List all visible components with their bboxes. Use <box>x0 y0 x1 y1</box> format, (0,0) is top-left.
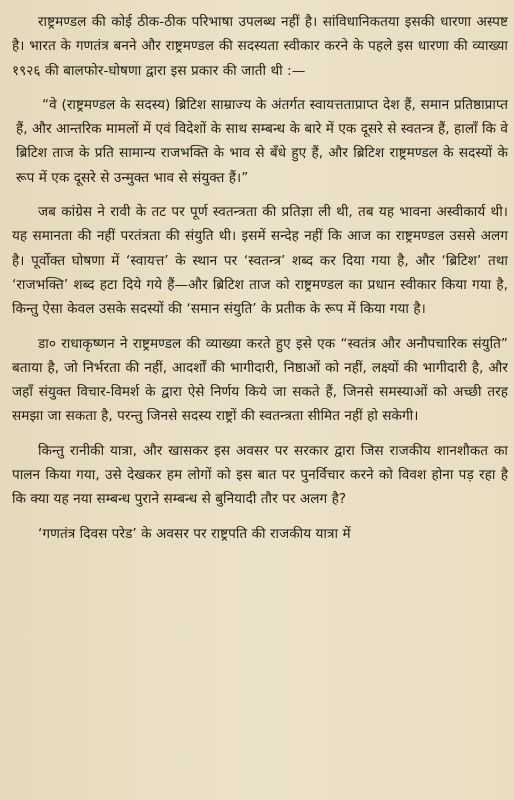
paragraph-congress-ravi: जब कांग्रेस ने रावी के तट पर पूर्ण स्वतन्त्रता की प्रतिज्ञा ली थी, तब यह भावना अस्वीकार्य थी। यह समानता की नहीं परतंत्रता की संयुति थी। इसमें सन्देह नहीं कि आज का राष्ट्रमण्डल उससे अलग है। पूर्वोक्त घोषणा में ‘स्वायत्त’ के स्थान पर ‘स्वतन्त्र’ शब्द कर दिया गया है, और ‘ब्रिटिश’ तथा ‘राजभक्ति’ शब्द हटा दिये गये हैं—और ब्रिटिश ताज को राष्ट्रमण्डल का प्रधान स्वीकार किया गया है, किन्तु ऐसा केवल उसके सदस्यों की ‘समान संयुति’ के प्रतीक के रूप में किया गया है। <box>12 204 508 318</box>
paragraph-commonwealth-definition: राष्ट्रमण्डल की कोई ठीक-ठीक परिभाषा उपलब्ध नहीं है। सांविधानिकतया इसकी धारणा अस्पष्ट है। भारत के गणतंत्र बनने और राष्ट्रमण्डल की सदस्यता स्वीकार करने के पहले इस धारणा की व्याख्या १९२६ की बालफोर-घोषणा द्वारा इस प्रकार की जाती थी :— <box>12 14 508 79</box>
paragraph-radhakrishnan: डा० राधाकृष्णन ने राष्ट्रमण्डल की व्याख्या करते हुए इसे एक “स्वतंत्र और अनौपचारिक संयुति” बताया है, जो निर्भरता की नहीं, आदर्शों की भागीदारी, निष्ठाओं को नहीं, लक्ष्यों की भागीदारी है, और जहाँ संयुक्त विचार-विमर्श के द्वारा ऐसे निर्णय किये जा सकते हैं, जिनसे समस्याओं को अच्छी तरह समझा जा सकता है, परन्तु जिनसे सदस्य राष्ट्रों की स्वतन्त्रता सीमित नहीं हो सकेगी। <box>12 335 508 425</box>
paragraph-balfour-quote: “वे (राष्ट्रमण्डल के सदस्य) ब्रिटिश साम्राज्य के अंतर्गत स्वायत्तताप्राप्त देश हैं, समान प्रतिष्ठाप्राप्त हैं, और आन्तरिक मामलों में एवं विदेशों के साथ सम्बन्ध के बारे में एक दूसरे से स्वतन्त्र हैं, हालाँ कि वे ब्रिटिश ताज के प्रति सामान्य राजभक्ति के भाव से बँधे हुए हैं, और ब्रिटिश राष्ट्रमण्डल के सदस्यों के रूप में एक दूसरे से उन्मुक्त भाव से संयुक्त हैं।” <box>16 96 508 186</box>
paragraph-queen-visit: किन्तु रानीकी यात्रा, और खासकर इस अवसर पर सरकार द्वारा जिस राजकीय शानशौकत का पालन किया गया, उसे देखकर हम लोगों को इस बात पर पुनर्विचार करने को विवश होना पड़ रहा है कि क्या यह नया सम्बन्ध पुराने सम्बन्ध से बुनियादी तौर पर अलग है? <box>12 442 508 508</box>
paragraph-republic-day: ‘गणतंत्र दिवस परेड’ के अवसर पर राष्ट्रपति की राजकीय यात्रा में <box>38 525 351 542</box>
